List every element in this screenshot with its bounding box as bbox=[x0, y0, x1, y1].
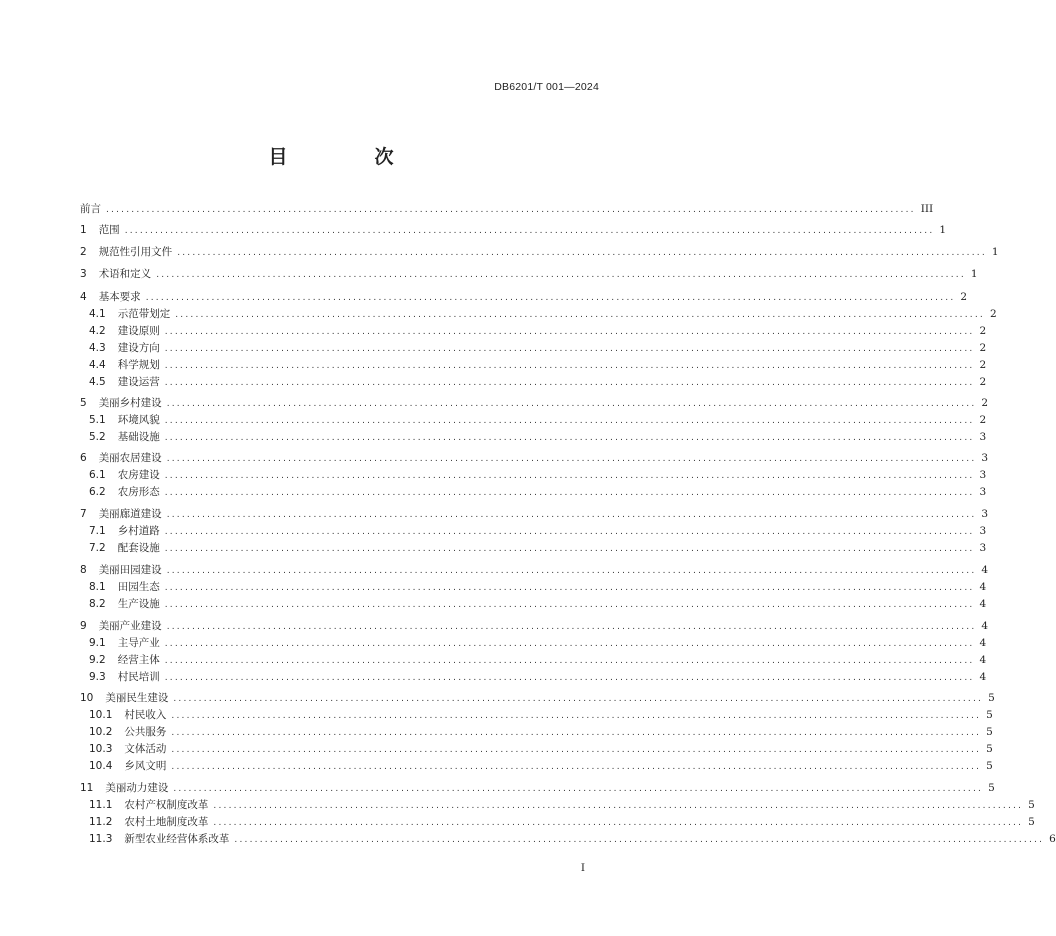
toc-entry-number: 6.1 bbox=[89, 469, 106, 481]
toc-entry-label: 新型农业经营体系改革 bbox=[124, 833, 230, 845]
toc-entry-number: 5.2 bbox=[89, 431, 106, 443]
toc-entry-label: 美丽民生建设 bbox=[105, 692, 169, 704]
toc-entry[interactable] bbox=[89, 523, 987, 539]
toc-entry-number: 6.2 bbox=[89, 486, 106, 498]
toc-leader-dots: ................................................................................................................................................................ bbox=[164, 583, 975, 593]
toc-entry-number: 10.1 bbox=[89, 709, 113, 721]
toc-entry-label: 美丽廊道建设 bbox=[98, 508, 162, 520]
toc-leader-dots: ................................................................................................................................................................ bbox=[164, 673, 975, 683]
toc-entry-label: 村民培训 bbox=[117, 671, 160, 683]
toc-entry-label: 乡村道路 bbox=[117, 525, 160, 537]
toc-entry-page: 3 bbox=[979, 469, 987, 481]
toc-leader-dots: ................................................................................................................................................................ bbox=[124, 226, 935, 236]
toc-entry-number: 4.4 bbox=[89, 359, 106, 371]
toc-entry-page: 2 bbox=[979, 359, 987, 371]
toc-entry[interactable] bbox=[80, 395, 989, 411]
toc-entry-page: 2 bbox=[979, 376, 987, 388]
toc-entry-label: 基本要求 bbox=[98, 291, 141, 303]
toc-entry-page: 2 bbox=[979, 325, 987, 337]
toc-entry[interactable] bbox=[89, 323, 987, 339]
toc-leader-dots: ................................................................................................................................................................ bbox=[166, 566, 977, 576]
toc-leader-dots: ................................................................................................................................................................ bbox=[164, 600, 975, 610]
toc-entry-number: 11.1 bbox=[89, 799, 113, 811]
toc-entry-page: 4 bbox=[981, 564, 989, 576]
toc-entry-number: 8.1 bbox=[89, 581, 106, 593]
toc-leader-dots: ................................................................................................................................................................ bbox=[164, 361, 975, 371]
toc-entry-label: 环境风貌 bbox=[117, 414, 160, 426]
toc-entry-number: 8 bbox=[80, 564, 87, 576]
toc-leader-dots: ................................................................................................................................................................ bbox=[171, 762, 982, 772]
toc-entry-number: 9 bbox=[80, 620, 87, 632]
toc-entry-label: 建设方向 bbox=[117, 342, 160, 354]
toc-entry[interactable] bbox=[89, 652, 987, 668]
toc-entry-page: 5 bbox=[988, 692, 995, 704]
toc-entry[interactable] bbox=[89, 340, 987, 356]
toc-entry-label: 主导产业 bbox=[117, 637, 160, 649]
toc-entry-page: 5 bbox=[988, 782, 995, 794]
toc-entry-number: 2 bbox=[80, 246, 87, 258]
toc-entry-number: 7.1 bbox=[89, 525, 106, 537]
toc-entry-number: 7.2 bbox=[89, 542, 106, 554]
toc-entry-label: 公共服务 bbox=[124, 726, 167, 738]
toc-entry-page: 1 bbox=[970, 268, 978, 280]
toc-entry-page: 2 bbox=[989, 308, 997, 320]
toc-entry-label: 美丽乡村建设 bbox=[98, 397, 162, 409]
toc-entry-page: 5 bbox=[986, 726, 993, 738]
toc-leader-dots: ................................................................................................................................................................ bbox=[234, 835, 1045, 845]
toc-entry-label: 科学规划 bbox=[117, 359, 160, 371]
toc-entry-number: 4.5 bbox=[89, 376, 106, 388]
toc-entry-page: 2 bbox=[979, 414, 987, 426]
toc-entry-label: 田园生态 bbox=[117, 581, 160, 593]
toc-entry-page: 3 bbox=[979, 525, 987, 537]
toc-leader-dots: ................................................................................................................................................................ bbox=[166, 454, 977, 464]
toc-entry-label: 农房建设 bbox=[117, 469, 160, 481]
toc-entry-label: 前言 bbox=[80, 203, 101, 215]
toc-leader-dots: ................................................................................................................................................................ bbox=[164, 416, 975, 426]
toc-entry[interactable] bbox=[89, 306, 997, 322]
toc-entry[interactable] bbox=[89, 635, 987, 651]
toc-entry-page: 1 bbox=[991, 246, 999, 258]
toc-entry-label: 村民收入 bbox=[124, 709, 167, 721]
toc-entry-label: 美丽产业建设 bbox=[98, 620, 162, 632]
toc-entry-number: 7 bbox=[80, 508, 87, 520]
toc-entry-number: 4.1 bbox=[89, 308, 106, 320]
toc-entry[interactable] bbox=[89, 707, 993, 723]
toc-entry-page: 3 bbox=[981, 508, 989, 520]
toc-leader-dots: ................................................................................................................................................................ bbox=[164, 327, 975, 337]
toc-entry[interactable] bbox=[80, 244, 999, 260]
toc-entry-page: III bbox=[920, 203, 934, 215]
toc-leader-dots: ................................................................................................................................................................ bbox=[164, 544, 975, 554]
toc-entry[interactable] bbox=[89, 758, 993, 774]
toc-entry-number: 3 bbox=[80, 268, 87, 280]
toc-entry-number: 11.3 bbox=[89, 833, 113, 845]
toc-entry-label: 术语和定义 bbox=[98, 268, 152, 280]
toc-entry-number: 5.1 bbox=[89, 414, 106, 426]
toc-leader-dots: ................................................................................................................................................................ bbox=[166, 510, 977, 520]
toc-entry-label: 示范带划定 bbox=[117, 308, 171, 320]
toc-entry[interactable] bbox=[89, 579, 987, 595]
toc-entry[interactable] bbox=[80, 780, 995, 796]
toc-entry-label: 经营主体 bbox=[117, 654, 160, 666]
toc-entry-number: 6 bbox=[80, 452, 87, 464]
toc-entry-label: 范围 bbox=[98, 224, 120, 236]
toc-leader-dots: ................................................................................................................................................................ bbox=[145, 293, 956, 303]
toc-entry-page: 4 bbox=[979, 654, 987, 666]
toc-entry-label: 生产设施 bbox=[117, 598, 160, 610]
toc-entry[interactable] bbox=[80, 201, 934, 217]
toc-entry[interactable] bbox=[89, 724, 993, 740]
toc-entry[interactable] bbox=[89, 357, 987, 373]
toc-entry-label: 基础设施 bbox=[117, 431, 160, 443]
toc-entry[interactable] bbox=[80, 289, 968, 305]
toc-entry-number: 9.2 bbox=[89, 654, 106, 666]
toc-leader-dots: ................................................................................................................................................................ bbox=[213, 801, 1024, 811]
toc-entry-number: 10 bbox=[80, 692, 94, 704]
toc-entry-number: 5 bbox=[80, 397, 87, 409]
document-code: DB6201/T 001—2024 bbox=[494, 81, 599, 93]
toc-entry-page: 4 bbox=[979, 598, 987, 610]
toc-leader-dots: ................................................................................................................................................................ bbox=[164, 378, 975, 388]
toc-entry-number: 11 bbox=[80, 782, 94, 794]
toc-entry[interactable] bbox=[89, 429, 987, 445]
toc-entry[interactable] bbox=[89, 412, 987, 428]
toc-entry-label: 文体活动 bbox=[124, 743, 167, 755]
toc-entry[interactable] bbox=[89, 484, 987, 500]
toc-entry-label: 配套设施 bbox=[117, 542, 160, 554]
toc-entry-number: 4.2 bbox=[89, 325, 106, 337]
toc-entry-number: 10.4 bbox=[89, 760, 113, 772]
toc-entry-label: 农房形态 bbox=[117, 486, 160, 498]
toc-entry[interactable] bbox=[89, 797, 1035, 813]
toc-entry[interactable] bbox=[80, 266, 978, 282]
toc-entry-page: 3 bbox=[979, 431, 987, 443]
toc-entry-label: 美丽农居建设 bbox=[98, 452, 162, 464]
toc-entry[interactable] bbox=[89, 540, 987, 556]
toc-entry-label: 农村土地制度改革 bbox=[124, 816, 209, 828]
toc-entry[interactable] bbox=[89, 467, 987, 483]
toc-leader-dots: ................................................................................................................................................................ bbox=[164, 433, 975, 443]
toc-entry-number: 11.2 bbox=[89, 816, 113, 828]
toc-leader-dots: ................................................................................................................................................................ bbox=[175, 310, 985, 320]
toc-entry-label: 乡风文明 bbox=[124, 760, 167, 772]
toc-entry-label: 美丽动力建设 bbox=[105, 782, 169, 794]
toc-entry-page: 4 bbox=[979, 637, 987, 649]
toc-entry[interactable] bbox=[89, 831, 1056, 847]
toc-entry-page: 6 bbox=[1049, 833, 1056, 845]
toc-entry-number: 1 bbox=[80, 224, 87, 236]
toc-entry-number: 9.3 bbox=[89, 671, 106, 683]
toc-leader-dots: ................................................................................................................................................................ bbox=[164, 471, 975, 481]
toc-entry[interactable] bbox=[80, 690, 995, 706]
toc-entry-page: 5 bbox=[1028, 816, 1035, 828]
toc-entry[interactable] bbox=[89, 814, 1035, 830]
toc-entry-page: 4 bbox=[981, 620, 989, 632]
toc-entry-number: 10.2 bbox=[89, 726, 113, 738]
toc-entry[interactable] bbox=[80, 562, 989, 578]
toc-entry-page: 5 bbox=[986, 709, 993, 721]
toc-entry-page: 5 bbox=[986, 760, 993, 772]
toc-leader-dots: ................................................................................................................................................................ bbox=[164, 656, 975, 666]
toc-leader-dots: ................................................................................................................................................................ bbox=[164, 527, 975, 537]
toc-entry[interactable] bbox=[89, 669, 987, 685]
toc-leader-dots: ................................................................................................................................................................ bbox=[171, 728, 982, 738]
toc-leader-dots: ................................................................................................................................................................ bbox=[177, 248, 987, 258]
toc-entry-label: 建设原则 bbox=[117, 325, 160, 337]
toc-entry-label: 美丽田园建设 bbox=[98, 564, 162, 576]
toc-entry-page: 5 bbox=[986, 743, 993, 755]
toc-entry-number: 4.3 bbox=[89, 342, 106, 354]
toc-entry-label: 建设运营 bbox=[117, 376, 160, 388]
toc-leader-dots: ................................................................................................................................................................ bbox=[156, 270, 966, 280]
toc-leader-dots: ................................................................................................................................................................ bbox=[106, 205, 916, 215]
toc-entry[interactable] bbox=[89, 374, 987, 390]
toc-entry[interactable] bbox=[80, 618, 989, 634]
toc-leader-dots: ................................................................................................................................................................ bbox=[166, 399, 977, 409]
toc-leader-dots: ................................................................................................................................................................ bbox=[173, 784, 984, 794]
toc-leader-dots: ................................................................................................................................................................ bbox=[164, 488, 975, 498]
toc-entry-page: 2 bbox=[960, 291, 968, 303]
toc-entry[interactable] bbox=[89, 741, 993, 757]
toc-entry-page: 5 bbox=[1028, 799, 1035, 811]
toc-entry-number: 8.2 bbox=[89, 598, 106, 610]
toc-entry-page: 2 bbox=[981, 397, 989, 409]
toc-leader-dots: ................................................................................................................................................................ bbox=[213, 818, 1024, 828]
page-number: I bbox=[580, 862, 585, 874]
toc-leader-dots: ................................................................................................................................................................ bbox=[166, 622, 977, 632]
toc-entry-page: 4 bbox=[979, 671, 987, 683]
toc-entry-page: 3 bbox=[981, 452, 989, 464]
toc-entry-page: 2 bbox=[979, 342, 987, 354]
toc-entry-page: 4 bbox=[979, 581, 987, 593]
toc-entry[interactable] bbox=[89, 596, 987, 612]
page-title: 目 次 bbox=[268, 146, 428, 168]
toc-entry-number: 4 bbox=[80, 291, 87, 303]
toc-entry-number: 10.3 bbox=[89, 743, 113, 755]
toc-entry[interactable] bbox=[80, 506, 989, 522]
toc-entry-page: 3 bbox=[979, 542, 987, 554]
toc-leader-dots: ................................................................................................................................................................ bbox=[171, 711, 982, 721]
toc-entry[interactable] bbox=[80, 222, 947, 238]
toc-entry-page: 3 bbox=[979, 486, 987, 498]
toc-entry-label: 规范性引用文件 bbox=[98, 246, 173, 258]
toc-leader-dots: ................................................................................................................................................................ bbox=[173, 694, 984, 704]
toc-entry-label: 农村产权制度改革 bbox=[124, 799, 209, 811]
toc-entry-number: 9.1 bbox=[89, 637, 106, 649]
toc-entry[interactable] bbox=[80, 450, 989, 466]
toc-leader-dots: ................................................................................................................................................................ bbox=[164, 639, 975, 649]
toc-leader-dots: ................................................................................................................................................................ bbox=[171, 745, 982, 755]
toc-entry-page: 1 bbox=[939, 224, 947, 236]
toc-leader-dots: ................................................................................................................................................................ bbox=[164, 344, 975, 354]
